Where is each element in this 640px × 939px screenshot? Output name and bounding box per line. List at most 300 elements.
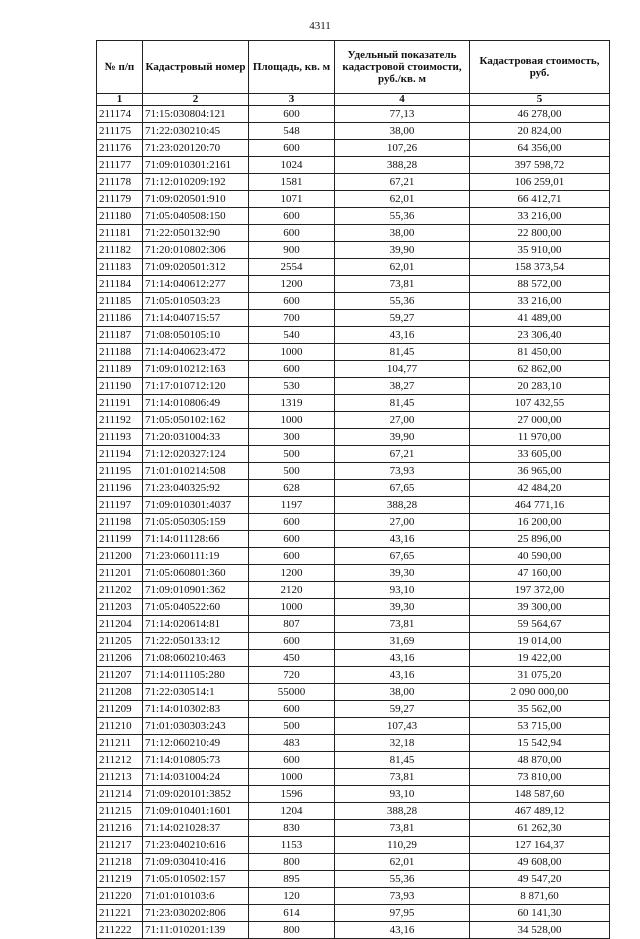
row-number: 211215 bbox=[97, 803, 143, 820]
area-value: 1204 bbox=[249, 803, 335, 820]
unit-rate: 93,10 bbox=[335, 582, 470, 599]
table-row bbox=[97, 412, 610, 429]
cadastral-number: 71:01:030303:243 bbox=[143, 718, 249, 735]
cadastral-cost: 49 547,20 bbox=[470, 871, 610, 888]
cadastral-cost: 107 432,55 bbox=[470, 395, 610, 412]
cadastral-number: 71:09:010901:362 bbox=[143, 582, 249, 599]
table-row bbox=[97, 174, 610, 191]
row-number: 211186 bbox=[97, 310, 143, 327]
cadastral-cost: 22 800,00 bbox=[470, 225, 610, 242]
table-header-row bbox=[97, 41, 610, 94]
cadastral-cost: 197 372,00 bbox=[470, 582, 610, 599]
cadastral-cost: 127 164,37 bbox=[470, 837, 610, 854]
table-row bbox=[97, 718, 610, 735]
cadastral-cost: 20 824,00 bbox=[470, 123, 610, 140]
unit-rate: 38,00 bbox=[335, 123, 470, 140]
row-number: 211180 bbox=[97, 208, 143, 225]
table-row bbox=[97, 769, 610, 786]
unit-rate: 55,36 bbox=[335, 208, 470, 225]
area-value: 600 bbox=[249, 106, 335, 123]
row-number: 211199 bbox=[97, 531, 143, 548]
table-row bbox=[97, 123, 610, 140]
cadastral-number: 71:23:030202:806 bbox=[143, 905, 249, 922]
cadastral-cost: 31 075,20 bbox=[470, 667, 610, 684]
table-row bbox=[97, 429, 610, 446]
cadastral-number: 71:09:020501:312 bbox=[143, 259, 249, 276]
table-body bbox=[97, 106, 610, 939]
table-row bbox=[97, 242, 610, 259]
cadastral-cost: 33 605,00 bbox=[470, 446, 610, 463]
area-value: 450 bbox=[249, 650, 335, 667]
area-value: 600 bbox=[249, 293, 335, 310]
column-number: 5 bbox=[470, 94, 610, 106]
cadastral-number: 71:14:040715:57 bbox=[143, 310, 249, 327]
row-number: 211183 bbox=[97, 259, 143, 276]
cadastral-cost: 8 871,60 bbox=[470, 888, 610, 905]
cadastral-number: 71:08:060210:463 bbox=[143, 650, 249, 667]
cadastral-number: 71:12:020327:124 bbox=[143, 446, 249, 463]
cadastral-number: 71:05:060801:360 bbox=[143, 565, 249, 582]
cadastral-number: 71:01:010103:6 bbox=[143, 888, 249, 905]
table-row bbox=[97, 667, 610, 684]
cadastral-cost: 397 598,72 bbox=[470, 157, 610, 174]
row-number: 211211 bbox=[97, 735, 143, 752]
cadastral-cost: 158 373,54 bbox=[470, 259, 610, 276]
area-value: 807 bbox=[249, 616, 335, 633]
area-value: 1071 bbox=[249, 191, 335, 208]
row-number: 211177 bbox=[97, 157, 143, 174]
cadastral-cost: 40 590,00 bbox=[470, 548, 610, 565]
cadastral-number: 71:05:050305:159 bbox=[143, 514, 249, 531]
row-number: 211204 bbox=[97, 616, 143, 633]
cadastral-cost: 81 450,00 bbox=[470, 344, 610, 361]
unit-rate: 81,45 bbox=[335, 344, 470, 361]
cadastral-cost: 20 283,10 bbox=[470, 378, 610, 395]
unit-rate: 67,65 bbox=[335, 480, 470, 497]
row-number: 211220 bbox=[97, 888, 143, 905]
cadastral-cost: 23 306,40 bbox=[470, 327, 610, 344]
area-value: 1596 bbox=[249, 786, 335, 803]
row-number: 211214 bbox=[97, 786, 143, 803]
area-value: 500 bbox=[249, 446, 335, 463]
table-row bbox=[97, 820, 610, 837]
table-row bbox=[97, 854, 610, 871]
unit-rate: 107,43 bbox=[335, 718, 470, 735]
cadastral-cost: 2 090 000,00 bbox=[470, 684, 610, 701]
table-row bbox=[97, 378, 610, 395]
cadastral-number: 71:12:060210:49 bbox=[143, 735, 249, 752]
cadastral-number: 71:09:020501:910 bbox=[143, 191, 249, 208]
area-value: 2554 bbox=[249, 259, 335, 276]
cadastral-cost: 48 870,00 bbox=[470, 752, 610, 769]
row-number: 211213 bbox=[97, 769, 143, 786]
area-value: 300 bbox=[249, 429, 335, 446]
row-number: 211179 bbox=[97, 191, 143, 208]
page-number: 4311 bbox=[309, 20, 331, 32]
area-value: 600 bbox=[249, 361, 335, 378]
cadastral-number: 71:09:010301:4037 bbox=[143, 497, 249, 514]
unit-rate: 59,27 bbox=[335, 310, 470, 327]
area-value: 600 bbox=[249, 531, 335, 548]
cadastral-number: 71:22:030210:45 bbox=[143, 123, 249, 140]
cadastral-number: 71:20:031004:33 bbox=[143, 429, 249, 446]
column-number: 3 bbox=[249, 94, 335, 106]
header-area: Площадь, кв. м bbox=[249, 41, 335, 94]
cadastral-number: 71:08:050105:10 bbox=[143, 327, 249, 344]
cadastral-cost: 464 771,16 bbox=[470, 497, 610, 514]
cadastral-number: 71:05:040508:150 bbox=[143, 208, 249, 225]
area-value: 540 bbox=[249, 327, 335, 344]
table-row bbox=[97, 871, 610, 888]
header-cadastral-cost: Кадастровая стоимость, руб. bbox=[470, 41, 610, 94]
area-value: 1000 bbox=[249, 769, 335, 786]
unit-rate: 81,45 bbox=[335, 752, 470, 769]
cadastral-cost: 49 608,00 bbox=[470, 854, 610, 871]
area-value: 1153 bbox=[249, 837, 335, 854]
table-row bbox=[97, 922, 610, 939]
row-number: 211217 bbox=[97, 837, 143, 854]
cadastral-number: 71:09:010212:163 bbox=[143, 361, 249, 378]
table-row bbox=[97, 191, 610, 208]
unit-rate: 73,81 bbox=[335, 616, 470, 633]
area-value: 1000 bbox=[249, 599, 335, 616]
unit-rate: 39,30 bbox=[335, 565, 470, 582]
area-value: 600 bbox=[249, 208, 335, 225]
unit-rate: 38,27 bbox=[335, 378, 470, 395]
row-number: 211216 bbox=[97, 820, 143, 837]
table-row bbox=[97, 701, 610, 718]
row-number: 211188 bbox=[97, 344, 143, 361]
cadastral-cost: 59 564,67 bbox=[470, 616, 610, 633]
unit-rate: 62,01 bbox=[335, 191, 470, 208]
unit-rate: 43,16 bbox=[335, 667, 470, 684]
cadastral-value-table bbox=[96, 40, 610, 939]
cadastral-number: 71:14:010302:83 bbox=[143, 701, 249, 718]
unit-rate: 62,01 bbox=[335, 259, 470, 276]
table-row bbox=[97, 803, 610, 820]
table-row bbox=[97, 327, 610, 344]
unit-rate: 73,93 bbox=[335, 463, 470, 480]
area-value: 800 bbox=[249, 922, 335, 939]
row-number: 211206 bbox=[97, 650, 143, 667]
row-number: 211187 bbox=[97, 327, 143, 344]
cadastral-number: 71:14:011105:280 bbox=[143, 667, 249, 684]
cadastral-cost: 36 965,00 bbox=[470, 463, 610, 480]
table-row bbox=[97, 514, 610, 531]
table-row bbox=[97, 225, 610, 242]
table-row bbox=[97, 599, 610, 616]
unit-rate: 81,45 bbox=[335, 395, 470, 412]
table-row bbox=[97, 735, 610, 752]
cadastral-number: 71:14:040623:472 bbox=[143, 344, 249, 361]
area-value: 895 bbox=[249, 871, 335, 888]
cadastral-number: 71:09:030410:416 bbox=[143, 854, 249, 871]
table-row bbox=[97, 905, 610, 922]
area-value: 600 bbox=[249, 140, 335, 157]
area-value: 1197 bbox=[249, 497, 335, 514]
unit-rate: 62,01 bbox=[335, 854, 470, 871]
cadastral-number: 71:22:030514:1 bbox=[143, 684, 249, 701]
unit-rate: 27,00 bbox=[335, 412, 470, 429]
unit-rate: 27,00 bbox=[335, 514, 470, 531]
unit-rate: 38,00 bbox=[335, 225, 470, 242]
unit-rate: 107,26 bbox=[335, 140, 470, 157]
cadastral-number: 71:14:020614:81 bbox=[143, 616, 249, 633]
cadastral-cost: 53 715,00 bbox=[470, 718, 610, 735]
table-row bbox=[97, 259, 610, 276]
table-row bbox=[97, 633, 610, 650]
row-number: 211209 bbox=[97, 701, 143, 718]
row-number: 211221 bbox=[97, 905, 143, 922]
table-row bbox=[97, 310, 610, 327]
header-num: № п/п bbox=[97, 41, 143, 94]
cadastral-number: 71:20:010802:306 bbox=[143, 242, 249, 259]
cadastral-number: 71:05:050102:162 bbox=[143, 412, 249, 429]
table-row bbox=[97, 157, 610, 174]
row-number: 211218 bbox=[97, 854, 143, 871]
area-value: 500 bbox=[249, 718, 335, 735]
cadastral-number: 71:05:010502:157 bbox=[143, 871, 249, 888]
cadastral-cost: 39 300,00 bbox=[470, 599, 610, 616]
area-value: 500 bbox=[249, 463, 335, 480]
table-row bbox=[97, 293, 610, 310]
row-number: 211205 bbox=[97, 633, 143, 650]
table-row bbox=[97, 395, 610, 412]
unit-rate: 67,65 bbox=[335, 548, 470, 565]
table-row bbox=[97, 446, 610, 463]
column-number: 1 bbox=[97, 94, 143, 106]
cadastral-cost: 60 141,30 bbox=[470, 905, 610, 922]
row-number: 211178 bbox=[97, 174, 143, 191]
table-row bbox=[97, 463, 610, 480]
area-value: 628 bbox=[249, 480, 335, 497]
cadastral-number: 71:14:040612:277 bbox=[143, 276, 249, 293]
header-unit-rate: Удельный показатель кадастровой стоимости, руб./кв. м bbox=[335, 41, 470, 94]
table-row bbox=[97, 106, 610, 123]
row-number: 211195 bbox=[97, 463, 143, 480]
cadastral-cost: 47 160,00 bbox=[470, 565, 610, 582]
cadastral-number: 71:23:060111:19 bbox=[143, 548, 249, 565]
cadastral-number: 71:05:040522:60 bbox=[143, 599, 249, 616]
header-cadastral-number: Кадастровый номер bbox=[143, 41, 249, 94]
table-row bbox=[97, 140, 610, 157]
row-number: 211203 bbox=[97, 599, 143, 616]
row-number: 211181 bbox=[97, 225, 143, 242]
row-number: 211189 bbox=[97, 361, 143, 378]
row-number: 211201 bbox=[97, 565, 143, 582]
unit-rate: 39,90 bbox=[335, 242, 470, 259]
cadastral-number: 71:23:040210:616 bbox=[143, 837, 249, 854]
area-value: 600 bbox=[249, 225, 335, 242]
area-value: 1024 bbox=[249, 157, 335, 174]
cadastral-number: 71:22:050133:12 bbox=[143, 633, 249, 650]
cadastral-cost: 62 862,00 bbox=[470, 361, 610, 378]
row-number: 211174 bbox=[97, 106, 143, 123]
cadastral-number: 71:17:010712:120 bbox=[143, 378, 249, 395]
area-value: 55000 bbox=[249, 684, 335, 701]
row-number: 211212 bbox=[97, 752, 143, 769]
row-number: 211208 bbox=[97, 684, 143, 701]
area-value: 720 bbox=[249, 667, 335, 684]
area-value: 120 bbox=[249, 888, 335, 905]
unit-rate: 43,16 bbox=[335, 922, 470, 939]
table-row bbox=[97, 480, 610, 497]
table-row bbox=[97, 888, 610, 905]
cadastral-cost: 27 000,00 bbox=[470, 412, 610, 429]
area-value: 900 bbox=[249, 242, 335, 259]
cadastral-number: 71:11:010201:139 bbox=[143, 922, 249, 939]
area-value: 600 bbox=[249, 701, 335, 718]
cadastral-cost: 15 542,94 bbox=[470, 735, 610, 752]
table-row bbox=[97, 582, 610, 599]
cadastral-cost: 66 412,71 bbox=[470, 191, 610, 208]
cadastral-number: 71:05:010503:23 bbox=[143, 293, 249, 310]
cadastral-cost: 11 970,00 bbox=[470, 429, 610, 446]
unit-rate: 32,18 bbox=[335, 735, 470, 752]
area-value: 1000 bbox=[249, 344, 335, 361]
row-number: 211202 bbox=[97, 582, 143, 599]
cadastral-number: 71:14:031004:24 bbox=[143, 769, 249, 786]
cadastral-number: 71:09:020101:3852 bbox=[143, 786, 249, 803]
cadastral-number: 71:15:030804:121 bbox=[143, 106, 249, 123]
unit-rate: 39,30 bbox=[335, 599, 470, 616]
cadastral-cost: 33 216,00 bbox=[470, 208, 610, 225]
area-value: 800 bbox=[249, 854, 335, 871]
area-value: 530 bbox=[249, 378, 335, 395]
unit-rate: 43,16 bbox=[335, 531, 470, 548]
unit-rate: 73,81 bbox=[335, 820, 470, 837]
column-number-row bbox=[97, 94, 610, 106]
cadastral-number: 71:14:021028:37 bbox=[143, 820, 249, 837]
row-number: 211184 bbox=[97, 276, 143, 293]
area-value: 2120 bbox=[249, 582, 335, 599]
area-value: 548 bbox=[249, 123, 335, 140]
area-value: 1319 bbox=[249, 395, 335, 412]
area-value: 1000 bbox=[249, 412, 335, 429]
table-row bbox=[97, 208, 610, 225]
area-value: 700 bbox=[249, 310, 335, 327]
area-value: 600 bbox=[249, 548, 335, 565]
unit-rate: 77,13 bbox=[335, 106, 470, 123]
cadastral-cost: 25 896,00 bbox=[470, 531, 610, 548]
cadastral-cost: 467 489,12 bbox=[470, 803, 610, 820]
area-value: 483 bbox=[249, 735, 335, 752]
unit-rate: 38,00 bbox=[335, 684, 470, 701]
cadastral-cost: 88 572,00 bbox=[470, 276, 610, 293]
cadastral-cost: 106 259,01 bbox=[470, 174, 610, 191]
table-row bbox=[97, 650, 610, 667]
row-number: 211176 bbox=[97, 140, 143, 157]
table-row bbox=[97, 497, 610, 514]
unit-rate: 73,81 bbox=[335, 276, 470, 293]
cadastral-cost: 35 562,00 bbox=[470, 701, 610, 718]
cadastral-cost: 148 587,60 bbox=[470, 786, 610, 803]
row-number: 211191 bbox=[97, 395, 143, 412]
unit-rate: 73,93 bbox=[335, 888, 470, 905]
row-number: 211190 bbox=[97, 378, 143, 395]
unit-rate: 110,29 bbox=[335, 837, 470, 854]
table-row bbox=[97, 531, 610, 548]
unit-rate: 97,95 bbox=[335, 905, 470, 922]
cadastral-cost: 35 910,00 bbox=[470, 242, 610, 259]
table-row bbox=[97, 837, 610, 854]
table-row bbox=[97, 344, 610, 361]
cadastral-cost: 19 422,00 bbox=[470, 650, 610, 667]
column-number: 2 bbox=[143, 94, 249, 106]
area-value: 600 bbox=[249, 514, 335, 531]
cadastral-cost: 16 200,00 bbox=[470, 514, 610, 531]
area-value: 1200 bbox=[249, 276, 335, 293]
cadastral-number: 71:23:040325:92 bbox=[143, 480, 249, 497]
row-number: 211175 bbox=[97, 123, 143, 140]
cadastral-cost: 19 014,00 bbox=[470, 633, 610, 650]
row-number: 211219 bbox=[97, 871, 143, 888]
area-value: 1581 bbox=[249, 174, 335, 191]
cadastral-cost: 41 489,00 bbox=[470, 310, 610, 327]
table-row bbox=[97, 548, 610, 565]
cadastral-cost: 61 262,30 bbox=[470, 820, 610, 837]
row-number: 211207 bbox=[97, 667, 143, 684]
cadastral-number: 71:01:010214:508 bbox=[143, 463, 249, 480]
area-value: 600 bbox=[249, 752, 335, 769]
row-number: 211196 bbox=[97, 480, 143, 497]
cadastral-number: 71:14:011128:66 bbox=[143, 531, 249, 548]
area-value: 830 bbox=[249, 820, 335, 837]
cadastral-number: 71:14:010805:73 bbox=[143, 752, 249, 769]
unit-rate: 388,28 bbox=[335, 497, 470, 514]
table-row bbox=[97, 752, 610, 769]
row-number: 211200 bbox=[97, 548, 143, 565]
unit-rate: 93,10 bbox=[335, 786, 470, 803]
row-number: 211192 bbox=[97, 412, 143, 429]
table-row bbox=[97, 786, 610, 803]
row-number: 211193 bbox=[97, 429, 143, 446]
row-number: 211185 bbox=[97, 293, 143, 310]
unit-rate: 67,21 bbox=[335, 174, 470, 191]
table-row bbox=[97, 565, 610, 582]
cadastral-number: 71:12:010209:192 bbox=[143, 174, 249, 191]
unit-rate: 104,77 bbox=[335, 361, 470, 378]
unit-rate: 67,21 bbox=[335, 446, 470, 463]
table-row bbox=[97, 276, 610, 293]
unit-rate: 55,36 bbox=[335, 293, 470, 310]
row-number: 211194 bbox=[97, 446, 143, 463]
cadastral-number: 71:09:010401:1601 bbox=[143, 803, 249, 820]
row-number: 211197 bbox=[97, 497, 143, 514]
table-row bbox=[97, 616, 610, 633]
cadastral-cost: 34 528,00 bbox=[470, 922, 610, 939]
table-row bbox=[97, 684, 610, 701]
unit-rate: 31,69 bbox=[335, 633, 470, 650]
row-number: 211182 bbox=[97, 242, 143, 259]
unit-rate: 388,28 bbox=[335, 157, 470, 174]
unit-rate: 59,27 bbox=[335, 701, 470, 718]
unit-rate: 43,16 bbox=[335, 650, 470, 667]
unit-rate: 39,90 bbox=[335, 429, 470, 446]
unit-rate: 55,36 bbox=[335, 871, 470, 888]
cadastral-cost: 33 216,00 bbox=[470, 293, 610, 310]
unit-rate: 73,81 bbox=[335, 769, 470, 786]
area-value: 600 bbox=[249, 633, 335, 650]
area-value: 614 bbox=[249, 905, 335, 922]
column-number: 4 bbox=[335, 94, 470, 106]
row-number: 211210 bbox=[97, 718, 143, 735]
cadastral-number: 71:14:010806:49 bbox=[143, 395, 249, 412]
row-number: 211222 bbox=[97, 922, 143, 939]
table-row bbox=[97, 361, 610, 378]
unit-rate: 43,16 bbox=[335, 327, 470, 344]
cadastral-number: 71:09:010301:2161 bbox=[143, 157, 249, 174]
